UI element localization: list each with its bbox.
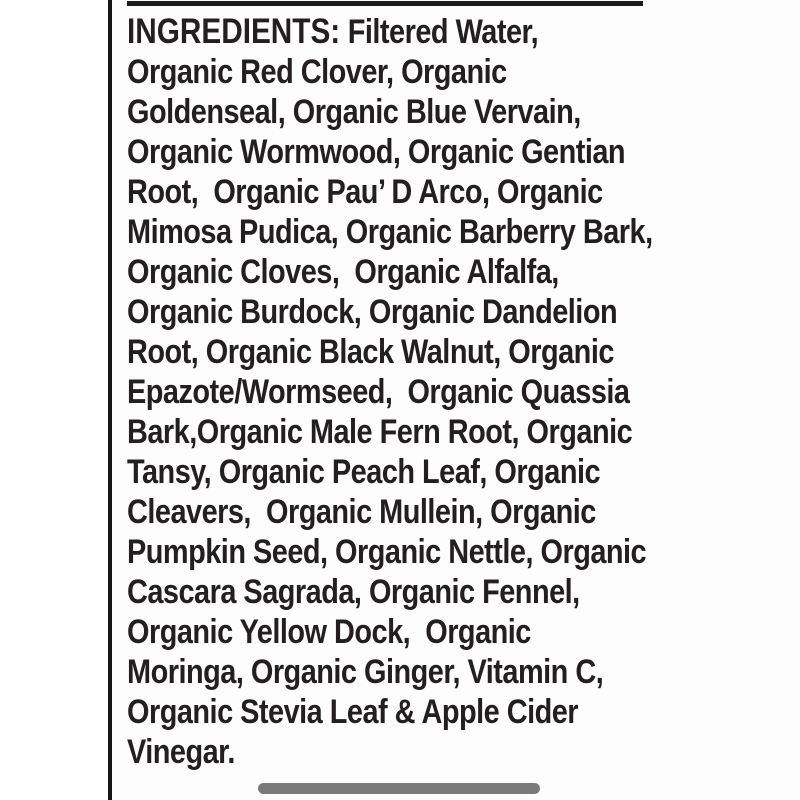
ingredient-line: Moringa, Organic Ginger, Vitamin C,: [127, 653, 604, 691]
ingredient-line: [127, 12, 671, 52]
ingredient-line: Cascara Sagrada, Organic Fennel,: [127, 573, 580, 611]
ingredient-line: Goldenseal, Organic Blue Vervain,: [127, 93, 581, 131]
ingredient-line: Organic Burdock, Organic Dandelion: [127, 293, 618, 331]
ingredient-line-text: Filtered Water,: [340, 13, 539, 51]
ingredient-line: Organic Red Clover, Organic: [127, 53, 507, 91]
ingredients-text-block: [127, 12, 671, 772]
ingredient-line: Organic Yellow Dock, Organic: [127, 613, 531, 651]
ingredient-line: Bark,Organic Male Fern Root, Organic: [127, 413, 633, 451]
ingredient-line: Root, Organic Black Walnut, Organic: [127, 333, 614, 371]
ingredient-line: Cleavers, Organic Mullein, Organic: [127, 493, 596, 531]
ingredient-line: Tansy, Organic Peach Leaf, Organic: [127, 453, 601, 491]
ingredient-line: Epazote/Wormseed, Organic Quassia: [127, 373, 630, 411]
ingredient-line: Organic Stevia Leaf & Apple Cider: [127, 693, 579, 731]
ingredient-line: Root, Organic Pau’ D Arco, Organic: [127, 173, 603, 211]
ingredient-line: Organic Cloves, Organic Alfalfa,: [127, 253, 559, 291]
scroll-drag-handle[interactable]: [258, 783, 540, 794]
top-divider-rule: [127, 1, 643, 6]
ingredient-line: Pumpkin Seed, Organic Nettle, Organic: [127, 533, 647, 571]
left-border-rule: [108, 0, 112, 800]
ingredients-heading: INGREDIENTS:: [127, 12, 341, 51]
ingredient-line: Mimosa Pudica, Organic Barberry Bark,: [127, 213, 653, 251]
ingredient-line: Organic Wormwood, Organic Gentian: [127, 133, 626, 171]
ingredient-line: Vinegar.: [127, 733, 235, 771]
